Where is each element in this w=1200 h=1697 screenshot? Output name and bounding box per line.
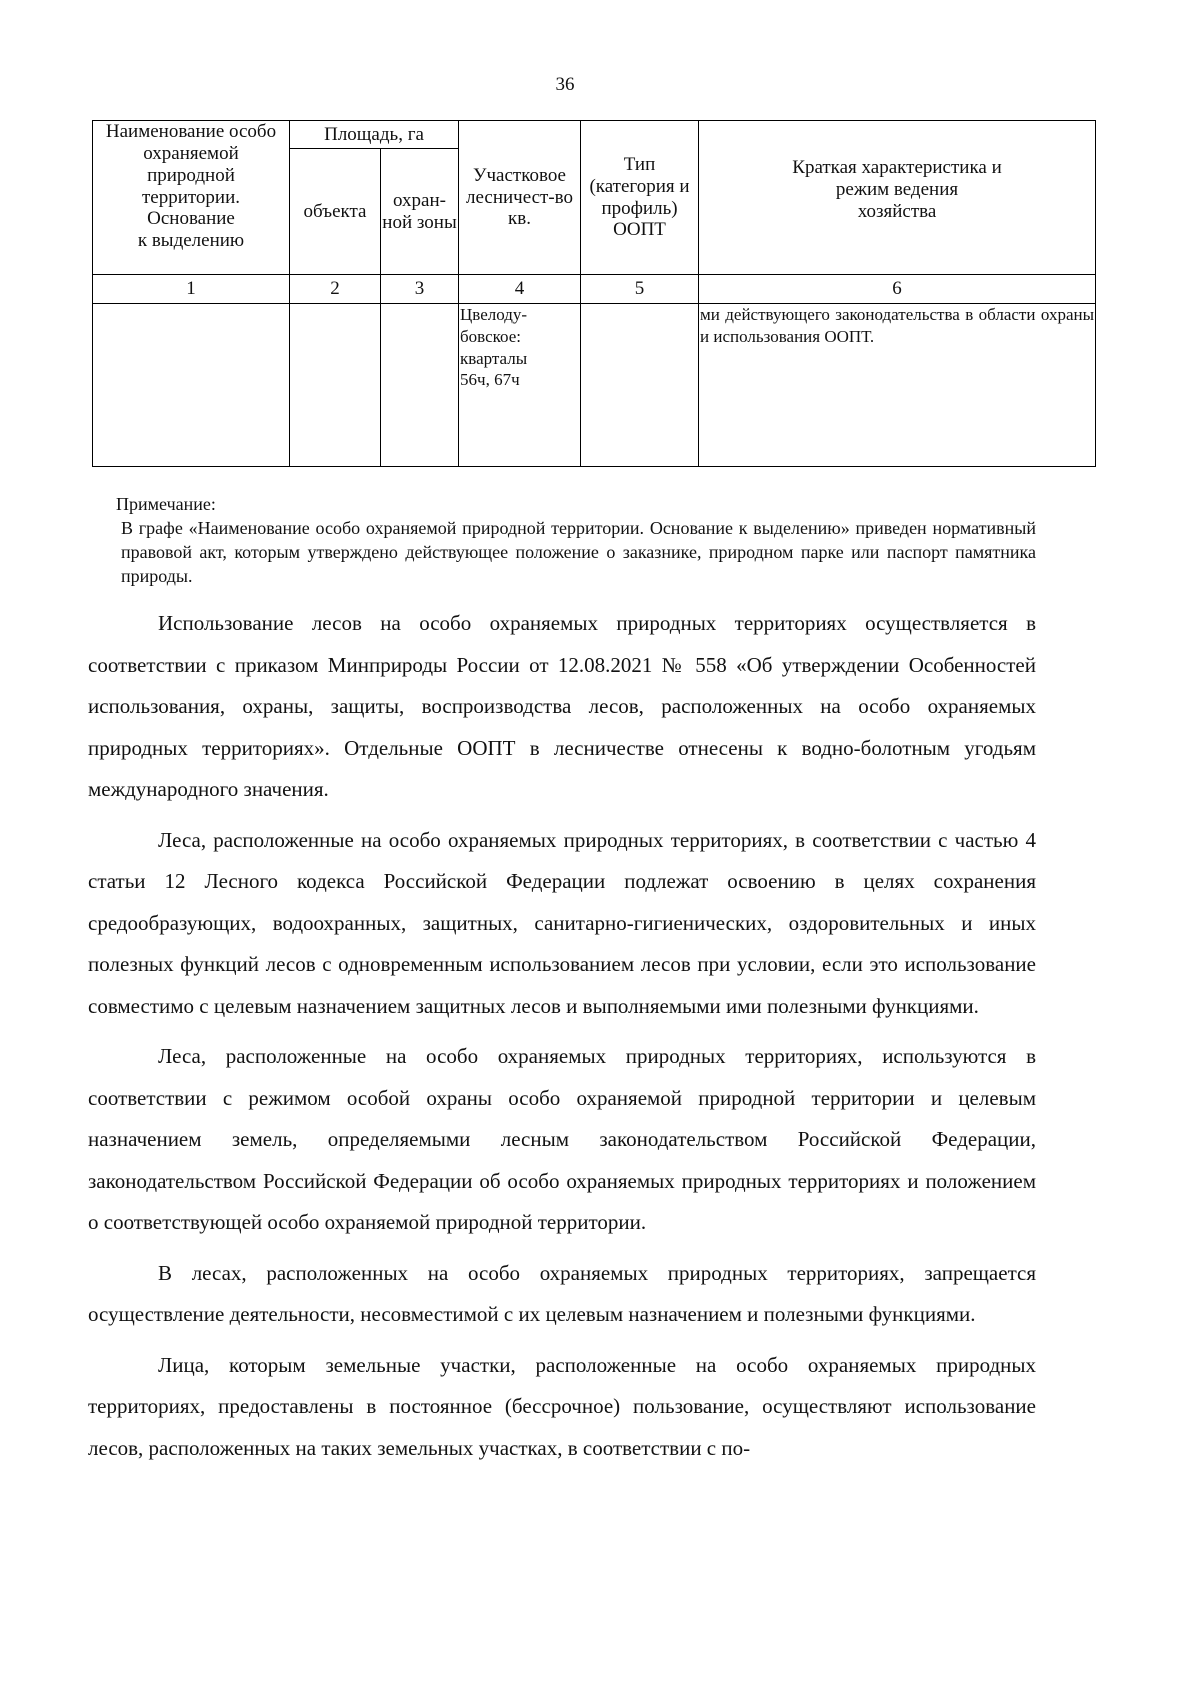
- main-text: [88, 603, 1036, 1469]
- table-row: [93, 304, 1096, 467]
- page-number: 36: [555, 74, 575, 95]
- cell-oopt-type: [581, 304, 699, 467]
- note-title: Примечание:: [116, 494, 216, 514]
- column-number: 2: [290, 275, 381, 304]
- header-area-group: Площадь, га: [290, 121, 459, 149]
- column-number: 6: [699, 275, 1096, 304]
- cell-area-object: [290, 304, 381, 467]
- header-characteristics: Краткая характеристика и режим ведения хозяйства: [699, 121, 1096, 275]
- header-area-object: объекта: [290, 149, 381, 275]
- paragraph: Использование лесов на особо охраняемых природных территориях осуществляется в соответствии с приказом Минприроды России от 12.08.2021 № 558 «Об утверждении Особенностей использования, охраны, защиты, воспроизводства лесов, расположенных на особо охраняемых природных территориях». Отдельные ООПТ в лесничестве отнесены к водно-болотным угодьям международного значения.: [88, 611, 1036, 801]
- header-forestry-district: Участковое лесничест-во кв.: [459, 121, 581, 275]
- paragraph: Лица, которым земельные участки, расположенные на особо охраняемых природных территориях, предоставлены в постоянное (бессрочное) пользование, осуществляют использование лесов, расположенных на таких земельных участках, в соответствии с по-: [88, 1352, 1036, 1460]
- oopt-table: [92, 120, 1096, 467]
- header-name-basis: Наименование особо охраняемой природной территории. Основание к выделению: [93, 121, 290, 275]
- column-number: 4: [459, 275, 581, 304]
- cell-forestry-district: Цвелоду- бовское: кварталы 56ч, 67ч: [459, 304, 581, 467]
- note-text: В графе «Наименование особо охраняемой природной территории. Основание к выделению» приведен нормативный правовой акт, которым утверждено действующее положение о заказнике, природном парке или паспорт памятника природы.: [121, 517, 1036, 586]
- cell-area-protection-zone: [381, 304, 459, 467]
- paragraph: В лесах, расположенных на особо охраняемых природных территориях, запрещается осуществление деятельности, несовместимой с их целевым назначением и полезными функциями.: [88, 1260, 1036, 1326]
- header-oopt-type: Тип (категория и профиль) ООПТ: [581, 121, 699, 275]
- header-area-protection-zone: охран- ной зоны: [381, 149, 459, 275]
- paragraph: Леса, расположенные на особо охраняемых природных территориях, используются в соответствии с режимом особой охраны особо охраняемой природной территории и целевым назначением земель, определяемыми лесным законодательством Российской Федерации, законодательством Российской Федерации об особо охраняемых природных территориях и положением о соответствующей особо охраняемой природной территории.: [88, 1044, 1036, 1234]
- note-block: [116, 493, 1036, 589]
- paragraph: Леса, расположенные на особо охраняемых природных территориях, в соответствии с частью 4 статьи 12 Лесного кодекса Российской Федерации подлежат освоению в целях сохранения средообразующих, водоохранных, защитных, санитарно-гигиенических, оздоровительных и иных полезных функций лесов с одновременным использованием лесов при условии, если это использование совместимо с целевым назначением защитных лесов и выполняемыми ими полезными функциями.: [88, 827, 1036, 1018]
- column-number: 3: [381, 275, 459, 304]
- column-number: 1: [93, 275, 290, 304]
- cell-characteristics: ми действующего законодательства в области охраны и использования ООПТ.: [699, 304, 1096, 467]
- column-numbers-row: [93, 275, 1096, 304]
- column-number: 5: [581, 275, 699, 304]
- cell-name-basis: [93, 304, 290, 467]
